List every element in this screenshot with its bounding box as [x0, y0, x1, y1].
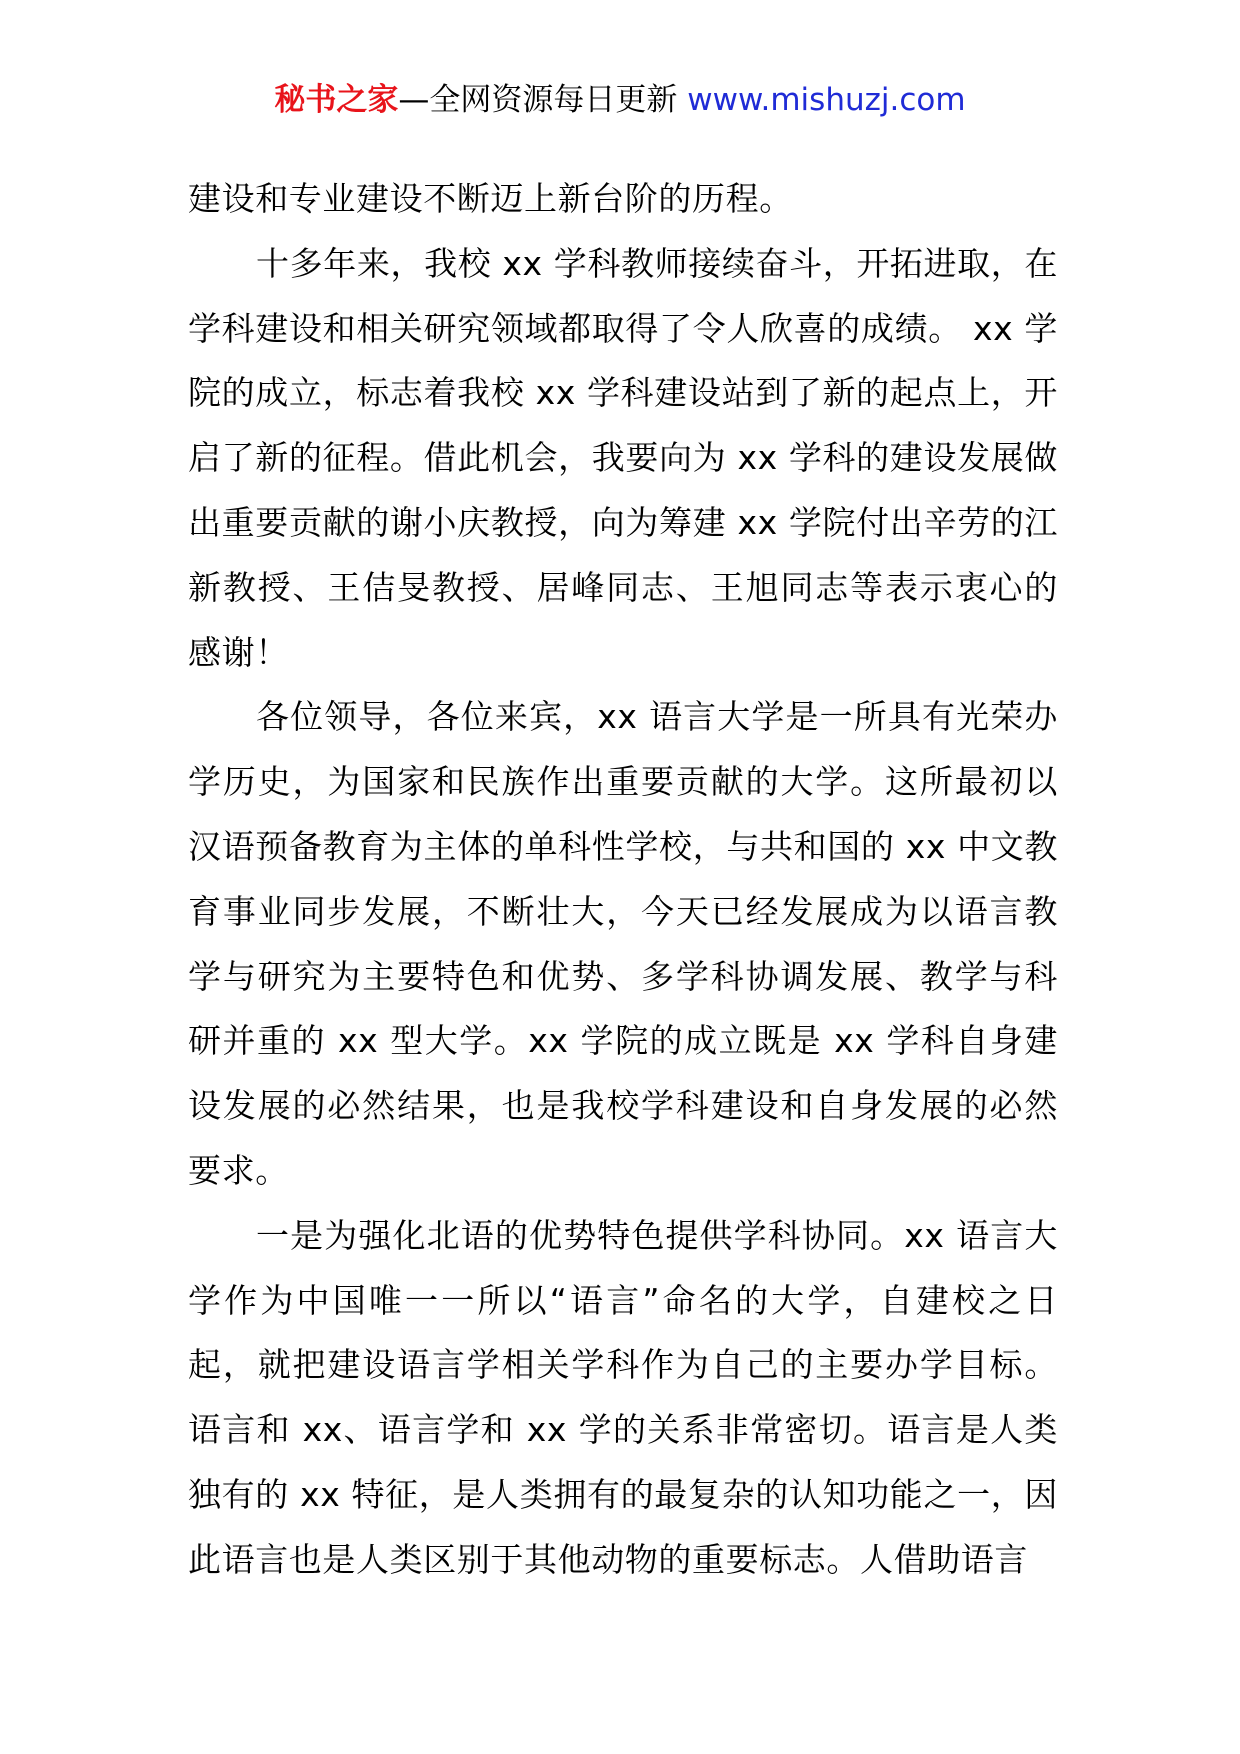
header-brand: 秘书之家 — [274, 82, 399, 118]
page-header — [0, 78, 1240, 122]
paragraph: 一是为强化北语的优势特色提供学科协同。xx 语言大学作为中国唯一一所以“语言”命名的大学，自建校之日起，就把建设语言学相关学科作为自己的主要办学目标。语言和 xx、语言学和 xx 学的关系非常密切。语言是人类独有的 xx 特征，是人类拥有的最复杂的认知功能之一，因此语言也是人类区别于其他动物的重要标志。人借助语言 — [188, 1215, 1058, 1579]
header-url-link[interactable]: www.mishuzj.com — [687, 82, 966, 118]
paragraph-continuation: 建设和专业建设不断迈上新台阶的历程。 — [188, 179, 793, 218]
header-slogan: —全网资源每日更新 — [398, 82, 688, 118]
paragraph: 各位领导，各位来宾，xx 语言大学是一所具有光荣办学历史，为国家和民族作出重要贡献的大学。这所最初以汉语预备教育为主体的单科性学校，与共和国的 xx 中文教育事业同步发展，不断壮大，今天已经发展成为以语言教学与研究为主要特色和优势、多学科协调发展、教学与科研并重的 xx 型大学。xx 学院的成立既是 xx 学科自身建设发展的必然结果，也是我校学科建设和自身发展的必然要求。 — [188, 697, 1058, 1190]
paragraph: 十多年来，我校 xx 学科教师接续奋斗，开拓进取，在学科建设和相关研究领域都取得了令人欣喜的成绩。 xx 学院的成立，标志着我校 xx 学科建设站到了新的起点上，开启了新的征程。借此机会，我要向为 xx 学科的建设发展做出重要贡献的谢小庆教授，向为筹建 xx 学院付出辛劳的江新教授、王佶旻教授、居峰同志、王旭同志等表示衷心的感谢！ — [188, 243, 1058, 672]
document-body — [188, 167, 1058, 1593]
